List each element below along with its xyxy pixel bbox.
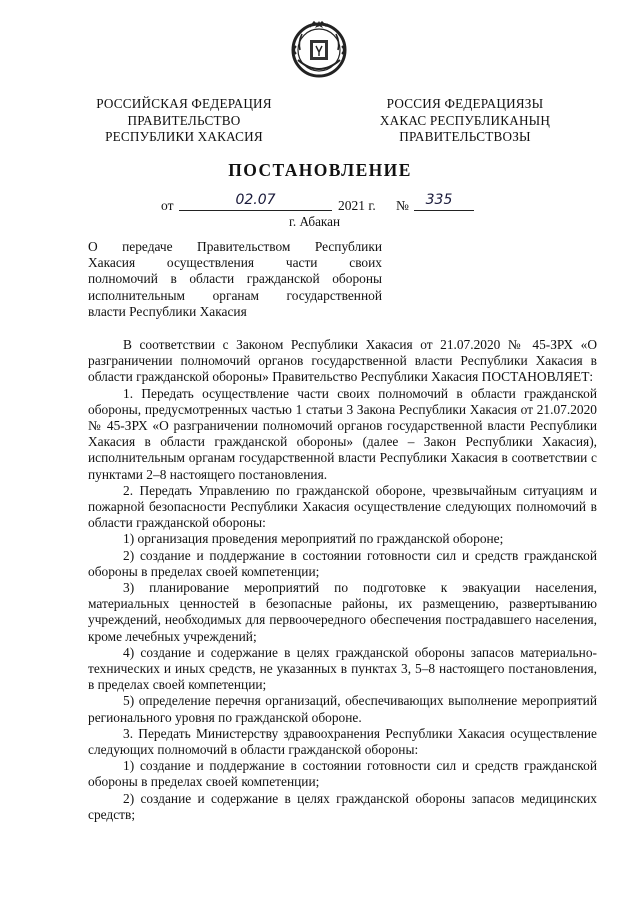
header-right xyxy=(370,96,560,146)
subitem-paragraph: 4) создание и содержание в целях гражданской обороны запасов материально-технических и иных средств, не указанных в пунктах 3, 5–8 настоящего постановления, в пределах своей компетенции; xyxy=(88,644,597,693)
subject-line: власти Республики Хакасия xyxy=(88,303,247,319)
header-right-line: РОССИЯ ФЕДЕРАЦИЯЗЫ xyxy=(386,96,544,111)
date-prefix: от xyxy=(161,198,174,213)
header-right-line: ПРАВИТЕЛЬСТВОЗЫ xyxy=(399,129,531,144)
subject-line: О передаче Правительством Республики xyxy=(88,239,382,254)
item-2-paragraph: 2. Передать Управлению по гражданской обороне, чрезвычайным ситуациям и пожарной безопасности Республики Хакасия осуществление следующих полномочий в области гражданской обороны: xyxy=(88,482,597,531)
subitem-paragraph: 2) создание и содержание в целях гражданской обороны запасов медицинских средств; xyxy=(88,790,597,822)
year-label: 2021 г. xyxy=(338,198,376,213)
subject-line: полномочий в области гражданской обороны xyxy=(88,271,382,287)
number-sign: № xyxy=(396,198,409,213)
item-1-paragraph: 1. Передать осуществление части своих полномочий в области гражданской обороны, предусмотренных частью 1 статьи 3 Закона Республики Хакасия от 21.07.2020 № 45-ЗРХ «О разграничении полномочий органов государственной власти Республики Хакасия в области гражданской обороны» (далее – Закон Республики Хакасия), исполнительным органам государственной власти Республики Хакасия в соответствии с пунктами 2–8 настоящего постановления. xyxy=(88,385,597,482)
date-handwritten: 02.07 xyxy=(235,192,276,208)
subitem-paragraph: 5) определение перечня организаций, обеспечивающих выполнение мероприятий регионального уровня по гражданской обороне. xyxy=(88,693,597,725)
subject-block xyxy=(88,239,382,320)
coat-of-arms-emblem xyxy=(288,16,350,82)
preamble-paragraph: В соответствии с Законом Республики Хакасия от 21.07.2020 № 45-ЗРХ «О разграничении полномочий органов государственной власти Республики Хакасия в области гражданской обороны» Правительство Республики Хакасия ПОСТАНОВЛЯЕТ: xyxy=(88,337,597,385)
subitem-paragraph: 2) создание и поддержание в состоянии готовности сил и средств гражданской обороны в пределах своей компетенции; xyxy=(88,547,597,579)
header-right-line: ХАКАС РЕСПУБЛИКАНЫҢ xyxy=(379,112,551,128)
header-left-line: РОССИЙСКАЯ ФЕДЕРАЦИЯ xyxy=(96,96,272,111)
item-3-paragraph: 3. Передать Министерству здравоохранения Республики Хакасия осуществление следующих полномочий в области гражданской обороны: xyxy=(88,725,597,758)
header-left-line: ПРАВИТЕЛЬСТВО xyxy=(127,112,241,128)
date-number-line xyxy=(0,192,640,216)
number-handwritten: 335 xyxy=(425,192,453,208)
header-left-line: РЕСПУБЛИКИ ХАКАСИЯ xyxy=(105,129,263,144)
subject-line: Хакасия осуществления части своих xyxy=(88,255,382,271)
subitem-paragraph: 1) организация проведения мероприятий по гражданской обороне; xyxy=(123,531,504,547)
subitem-paragraph: 1) создание и поддержание в состоянии готовности сил и средств гражданской обороны в пределах своей компетенции; xyxy=(88,758,597,790)
header-left xyxy=(75,96,293,146)
subject-line: исполнительным органам государственной xyxy=(88,287,382,303)
document-title: ПОСТАНОВЛЕНИЕ xyxy=(228,160,412,180)
city-label: г. Абакан xyxy=(289,214,341,229)
subitem-paragraph: 3) планирование мероприятий по подготовке к эвакуации населения, материальных ценностей в безопасные районы, их размещению, развертыванию учреждений, необходимых для первоочередного обеспечения пострадавшего населения, кроме лечебных учреждений; xyxy=(88,580,597,644)
document-body xyxy=(88,337,597,823)
